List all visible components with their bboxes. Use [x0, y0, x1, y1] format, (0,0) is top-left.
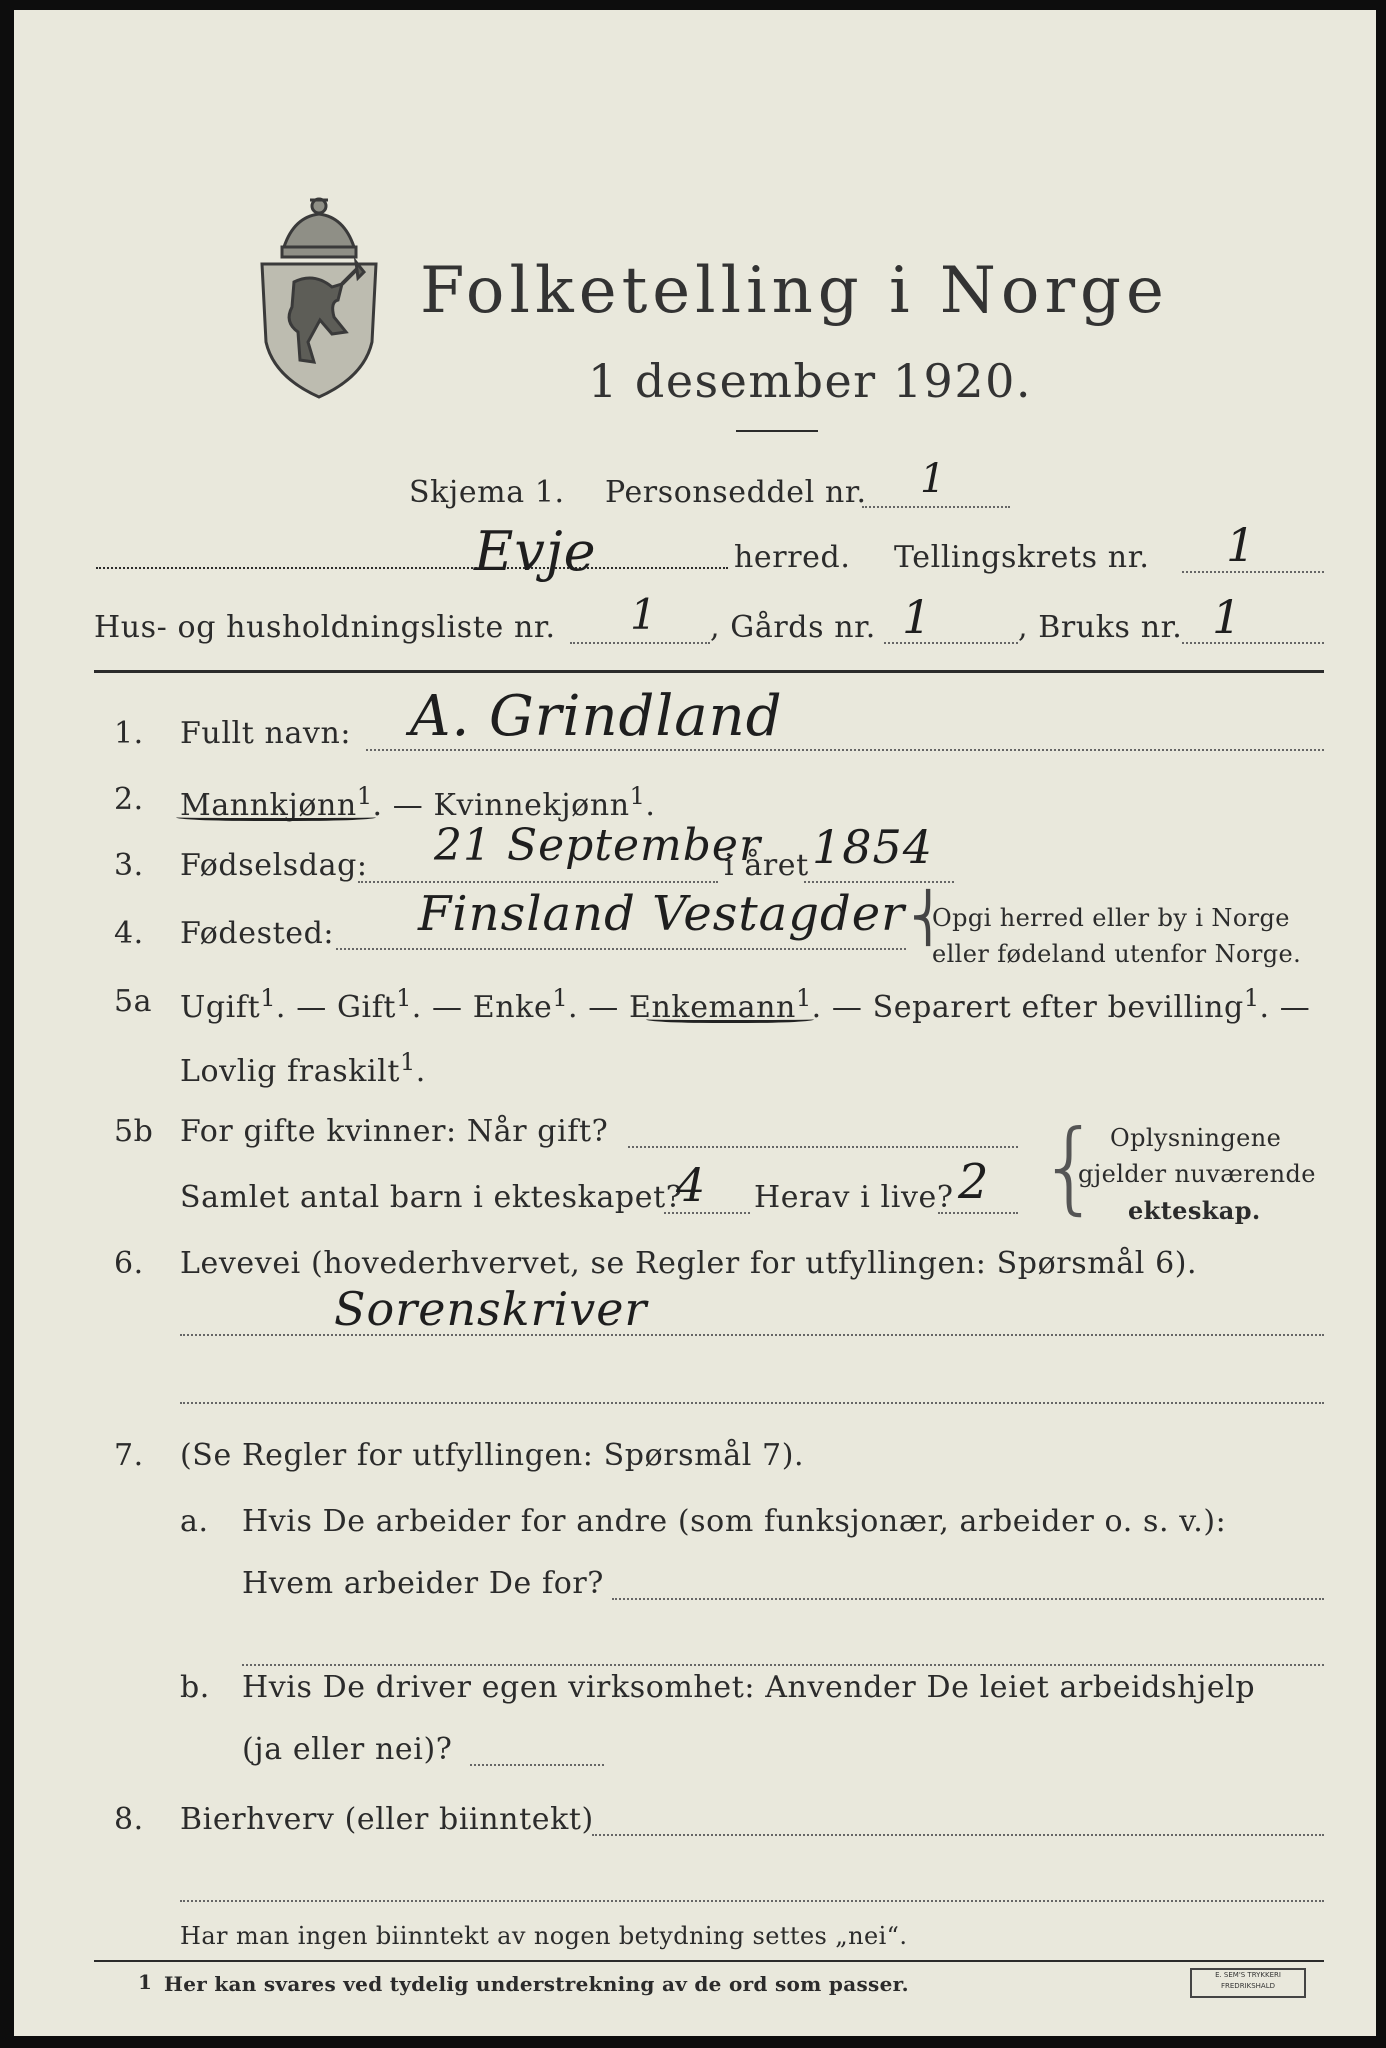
herred-line [96, 567, 728, 569]
separator: . — [567, 990, 629, 1025]
gards-label: , Gårds nr. [710, 610, 876, 645]
q3-year-label: i året [724, 848, 809, 883]
q7a-question: Hvem arbeider De for? [242, 1566, 604, 1601]
q4-number: 4. [114, 916, 144, 951]
q5b-label: For gifte kvinner: Når gift? [180, 1114, 609, 1149]
title-divider [736, 430, 818, 432]
bruks-line [1182, 642, 1324, 644]
q4-label: Fødested: [180, 916, 335, 951]
tellingskrets-value[interactable]: 1 [1226, 518, 1257, 572]
q5a-ugift[interactable]: Ugift [180, 990, 261, 1025]
footer-note: Har man ingen biinntekt av nogen betydning settes „nei“. [180, 1922, 908, 1950]
footnote-mark: 1 [356, 782, 373, 810]
q5a-number: 5a [114, 984, 153, 1019]
printer-line2: FREDRIKSHALD [1220, 1982, 1275, 1990]
q5a-enkemann[interactable]: Enkemann [629, 990, 796, 1025]
q5b-live-value[interactable]: 2 [958, 1154, 990, 1210]
printer-line1: E. SEM'S TRYKKERI [1215, 1971, 1281, 1979]
personseddel-label: Personseddel nr. [605, 475, 867, 510]
q6-value[interactable]: Sorenskriver [334, 1282, 648, 1336]
q7-label: (Se Regler for utfyllingen: Spørsmål 7). [180, 1438, 805, 1473]
q7a-letter: a. [180, 1504, 209, 1539]
q5b-note-line1: Oplysningene [1110, 1124, 1282, 1152]
q5b-note-line2: gjelder nuværende [1078, 1160, 1316, 1188]
q5b-number: 5b [114, 1114, 154, 1149]
bruks-value[interactable]: 1 [1212, 590, 1243, 644]
footnote-mark: 1 [629, 782, 646, 810]
q4-note-line2: eller fødeland utenfor Norge. [932, 940, 1302, 968]
separator: . — [372, 788, 434, 823]
q5b-live-label: Herav i live? [754, 1180, 954, 1215]
footer-rule [94, 1960, 1324, 1962]
q3-number: 3. [114, 848, 144, 883]
separator: . [415, 1054, 426, 1089]
q3-line [358, 881, 718, 883]
form-title: Folketelling i Norge [420, 254, 1169, 328]
q8-label: Bierhverv (eller biinntekt) [180, 1802, 594, 1837]
q7b-letter: b. [180, 1670, 210, 1705]
q8-number: 8. [114, 1802, 144, 1837]
q7a-text: Hvis De arbeider for andre (som funksjonær, arbeider o. s. v.): [242, 1504, 1227, 1539]
q5a-options-cont [180, 1048, 426, 1089]
separator: . — [411, 990, 473, 1025]
q4-note-line1: Opgi herred eller by i Norge [932, 904, 1290, 932]
q5b-barn-line [664, 1212, 750, 1214]
q1-label: Fullt navn: [180, 716, 352, 751]
personseddel-line [862, 506, 1010, 508]
coat-of-arms-icon [254, 192, 384, 402]
q7a-line-2 [242, 1664, 1324, 1666]
personseddel-value[interactable]: 1 [920, 456, 947, 502]
q5b-barn-label: Samlet antal barn i ekteskapet? [180, 1180, 683, 1215]
q5a-enke[interactable]: Enke [472, 990, 553, 1025]
q5b-note-brace: { [1038, 1108, 1102, 1225]
q6-line-2 [180, 1402, 1324, 1404]
q8-line-2 [180, 1900, 1324, 1902]
census-form [14, 10, 1376, 2036]
footnote-mark: 1 [1243, 984, 1260, 1012]
q4-note-brace: ⎨ [910, 890, 946, 946]
skjema-label: Skjema 1. [409, 475, 565, 510]
q8-line-1 [592, 1834, 1324, 1836]
q7a-line-1 [612, 1598, 1324, 1600]
q6-label: Levevei (hovederhvervet, se Regler for utfyllingen: Spørsmål 6). [180, 1246, 1198, 1281]
q5a-lovlig[interactable]: Lovlig fraskilt [180, 1054, 401, 1089]
footnote-number: 1 [138, 1970, 153, 1994]
q3-label: Fødselsdag: [180, 848, 368, 883]
q2-mannkjonn[interactable]: Mannkjønn [180, 788, 357, 823]
q5b-line [628, 1146, 1018, 1148]
footnote-mark: 1 [260, 984, 276, 1012]
q1-number: 1. [114, 716, 144, 751]
q4-line [336, 948, 906, 950]
q3-year-value[interactable]: 1854 [812, 820, 934, 874]
printer-mark [1190, 1968, 1306, 1998]
q7b-text: Hvis De driver egen virksomhet: Anvender De leiet arbeidshjelp [242, 1670, 1256, 1705]
header-rule [94, 670, 1324, 673]
footnote-mark: 1 [552, 984, 568, 1012]
hus-line [570, 642, 710, 644]
q4-value[interactable]: Finsland Vestagder [418, 886, 906, 942]
hus-label: Hus- og husholdningsliste nr. [94, 610, 556, 645]
q5b-barn-value[interactable]: 4 [676, 1158, 707, 1212]
gards-value[interactable]: 1 [902, 590, 933, 644]
footnote-text: Her kan svares ved tydelig understrekning av de ord som passer. [164, 1972, 909, 1996]
q3-value[interactable]: 21 September [434, 820, 762, 871]
hus-value[interactable]: 1 [630, 590, 658, 639]
q6-number: 6. [114, 1246, 144, 1281]
q1-line [366, 749, 1324, 751]
census-date: 1 desember 1920. [588, 354, 1032, 408]
mannkjonn-underline [176, 812, 376, 821]
q2-kvinnekjonn[interactable]: Kvinnekjønn [433, 788, 630, 823]
q2-number: 2. [114, 782, 144, 817]
q7b-question: (ja eller nei)? [242, 1732, 453, 1767]
herred-label: herred. [734, 540, 851, 575]
separator: . — [811, 990, 873, 1025]
q3-year-line [804, 881, 954, 883]
herred-value[interactable]: Evje [474, 520, 597, 583]
footnote-mark: 1 [400, 1048, 416, 1076]
bruks-label: , Bruks nr. [1018, 610, 1183, 645]
enkemann-underline [646, 1014, 814, 1023]
q7b-line [470, 1764, 604, 1766]
footnote-mark: 1 [396, 984, 412, 1012]
q5b-live-line [938, 1212, 1018, 1214]
q7-number: 7. [114, 1438, 144, 1473]
separator: . — [1259, 990, 1311, 1025]
q5a-separert[interactable]: Separert efter bevilling [872, 990, 1244, 1025]
q5a-gift[interactable]: Gift [336, 990, 397, 1025]
separator: . [645, 788, 656, 823]
separator: . — [275, 990, 337, 1025]
q5b-note-line3: ekteskap. [1128, 1196, 1261, 1225]
q1-value[interactable]: A. Grindland [410, 684, 783, 749]
q6-line-1 [180, 1334, 1324, 1336]
footnote-mark: 1 [795, 984, 812, 1012]
tellingskrets-label: Tellingskrets nr. [894, 540, 1150, 575]
